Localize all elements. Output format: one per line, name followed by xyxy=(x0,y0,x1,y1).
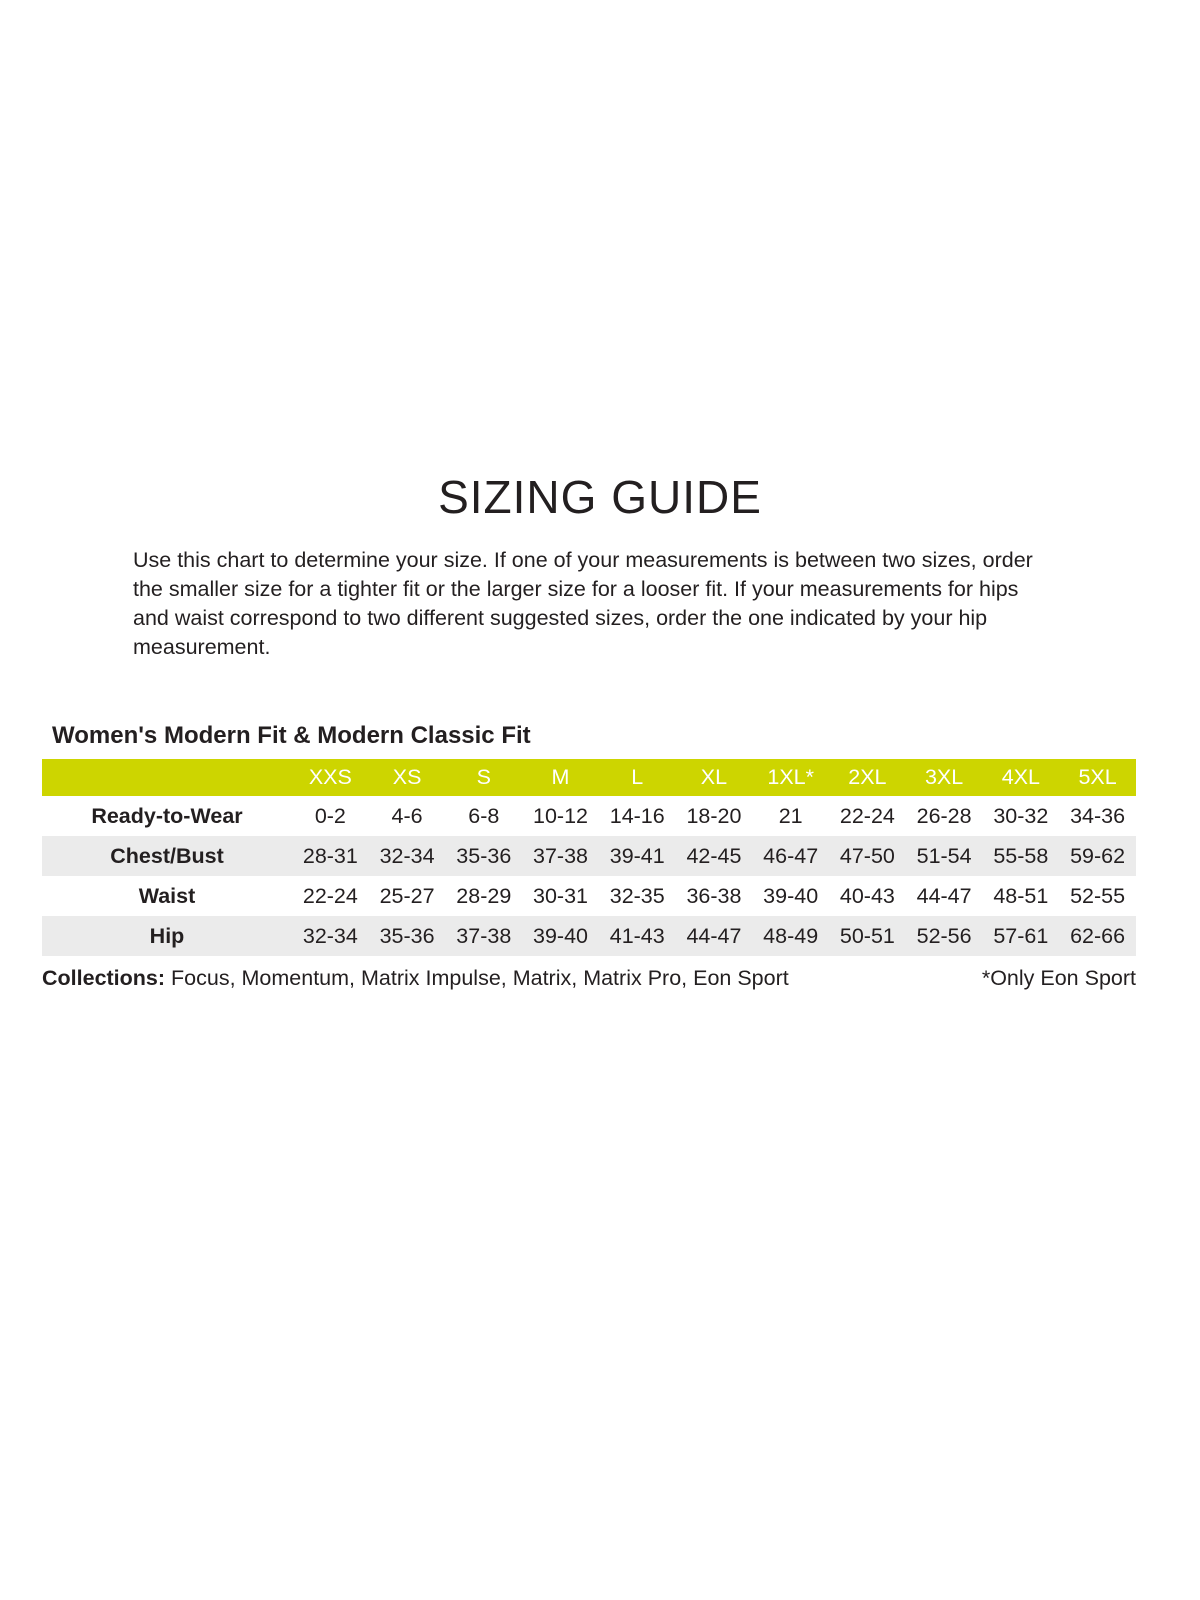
table-cell: 28-29 xyxy=(456,883,512,908)
column-header-xxs: XXS xyxy=(292,759,369,796)
table-cell: 14-16 xyxy=(609,803,665,828)
table-cell: 0-2 xyxy=(314,803,346,828)
collections-line xyxy=(42,966,1136,991)
table-cell: 28-31 xyxy=(292,836,369,876)
table-cell: 34-36 xyxy=(1070,803,1126,828)
table-cell: 52-56 xyxy=(906,916,983,956)
table-cell: 26-28 xyxy=(916,803,972,828)
table-cell: 22-24 xyxy=(839,803,895,828)
table-cell: 37-38 xyxy=(445,916,522,956)
table-cell: 41-43 xyxy=(599,916,676,956)
table-cell: 36-38 xyxy=(686,883,742,908)
table-cell: 37-38 xyxy=(522,836,599,876)
table-cell: 39-41 xyxy=(599,836,676,876)
table-cell: 35-36 xyxy=(369,916,446,956)
table-cell: 6-8 xyxy=(468,803,500,828)
column-header-xs: XS xyxy=(369,759,446,796)
row-label: Ready-to-Wear xyxy=(91,803,243,828)
table-cell: 51-54 xyxy=(906,836,983,876)
table-cell: 35-36 xyxy=(445,836,522,876)
table-cell: 47-50 xyxy=(829,836,906,876)
table-cell: 32-34 xyxy=(369,836,446,876)
table-cell: 30-32 xyxy=(993,803,1049,828)
section-heading: Women's Modern Fit & Modern Classic Fit xyxy=(52,722,531,749)
collections-label: Collections: xyxy=(42,966,166,990)
table-cell: 39-40 xyxy=(522,916,599,956)
collections-text xyxy=(42,966,789,991)
table-cell: 32-35 xyxy=(609,883,665,908)
table-cell: 39-40 xyxy=(763,883,819,908)
table-cell: 25-27 xyxy=(379,883,435,908)
size-chart-table xyxy=(42,759,1136,956)
table-cell: 32-34 xyxy=(292,916,369,956)
table-cell: 48-49 xyxy=(752,916,829,956)
size-chart-header-row xyxy=(42,759,1136,796)
table-cell: 18-20 xyxy=(686,803,742,828)
table-row-chest-bust xyxy=(42,836,1136,876)
table-cell: 21 xyxy=(778,803,803,828)
table-cell: 30-31 xyxy=(533,883,589,908)
table-cell: 46-47 xyxy=(752,836,829,876)
column-header-4xl: 4XL xyxy=(982,759,1059,796)
table-row-waist xyxy=(42,876,1136,916)
table-cell: 42-45 xyxy=(676,836,753,876)
column-header-2xl: 2XL xyxy=(829,759,906,796)
table-cell: 50-51 xyxy=(829,916,906,956)
table-cell: 4-6 xyxy=(391,803,423,828)
table-cell: 22-24 xyxy=(302,883,358,908)
table-cell: 48-51 xyxy=(993,883,1049,908)
collections-list: Focus, Momentum, Matrix Impulse, Matrix, Matrix Pro, Eon Sport xyxy=(165,966,789,990)
table-cell: 62-66 xyxy=(1059,916,1136,956)
column-header-3xl: 3XL xyxy=(906,759,983,796)
column-header-5xl: 5XL xyxy=(1059,759,1136,796)
page-title: SIZING GUIDE xyxy=(438,471,762,523)
column-header-1xl: 1XL* xyxy=(752,759,829,796)
table-row-ready-to-wear xyxy=(42,796,1136,836)
table-row-hip xyxy=(42,916,1136,956)
row-label: Hip xyxy=(42,916,292,956)
table-cell: 59-62 xyxy=(1059,836,1136,876)
intro-paragraph: Use this chart to determine your size. If one of your measurements is between two sizes, order the smaller size for a tighter fit or the larger size for a looser fit. If your measurements for hips and waist correspond to two different suggested sizes, order the one indicated by your hip measurement. xyxy=(133,548,1033,659)
table-cell: 44-47 xyxy=(916,883,972,908)
column-header-m: M xyxy=(522,759,599,796)
row-label: Waist xyxy=(138,883,196,908)
table-cell: 52-55 xyxy=(1070,883,1126,908)
footnote: *Only Eon Sport xyxy=(981,966,1136,990)
column-header-l: L xyxy=(599,759,676,796)
row-label: Chest/Bust xyxy=(42,836,292,876)
table-cell: 10-12 xyxy=(533,803,589,828)
table-cell: 55-58 xyxy=(982,836,1059,876)
table-cell: 40-43 xyxy=(839,883,895,908)
column-header-s: S xyxy=(445,759,522,796)
column-header-blank xyxy=(42,759,292,796)
table-cell: 57-61 xyxy=(982,916,1059,956)
column-header-xl: XL xyxy=(676,759,753,796)
table-cell: 44-47 xyxy=(676,916,753,956)
